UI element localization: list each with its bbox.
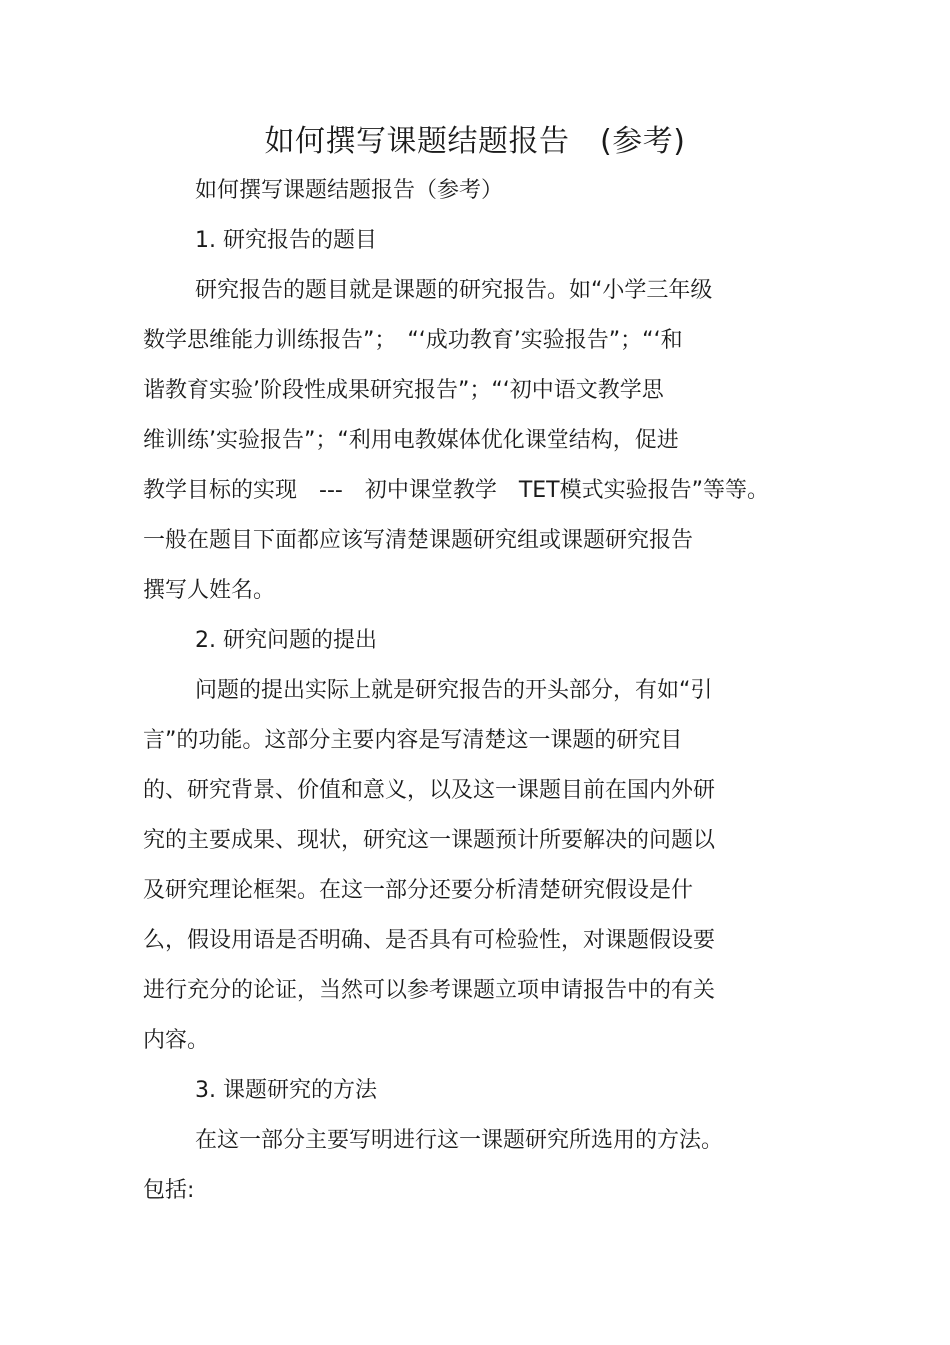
paragraph-line: 研究报告的题目就是课题的研究报告。如“小学三年级 (195, 278, 713, 303)
paragraph-line: 维训练’实验报告”；“利用电教媒体优化课堂结构，促进 (143, 428, 679, 453)
paragraph-line: 么，假设用语是否明确、是否具有可检验性，对课题假设要 (143, 928, 716, 953)
document-title: 如何撰写课题结题报告 (参考) (264, 124, 686, 159)
paragraph-line: 包括: (143, 1178, 195, 1203)
paragraph-line: 进行充分的论证，当然可以参考课题立项申请报告中的有关 (143, 978, 716, 1003)
paragraph-line: 一般在题目下面都应该写清楚课题研究组或课题研究报告 (143, 528, 694, 553)
paragraph-line: 问题的提出实际上就是研究报告的开头部分，有如“引 (195, 678, 713, 703)
paragraph-line: 数学思维能力训练报告”； “‘成功教育’实验报告”；“‘和 (143, 328, 683, 353)
section-heading-3: 3. 课题研究的方法 (195, 1078, 377, 1103)
paragraph-line: 的、研究背景、价值和意义，以及这一课题目前在国内外研 (143, 778, 716, 803)
paragraph-line: 究的主要成果、现状，研究这一课题预计所要解决的问题以 (143, 828, 716, 853)
paragraph-line: 内容。 (143, 1028, 210, 1053)
section-heading-2: 2. 研究问题的提出 (195, 628, 377, 653)
paragraph-line: 及研究理论框架。在这一部分还要分析清楚研究假设是什 (143, 878, 694, 903)
paragraph-line: 撰写人姓名。 (143, 578, 276, 603)
paragraph-line: 谐教育实验’阶段性成果研究报告”；“‘初中语文教学思 (143, 378, 664, 403)
paragraph-line: 言”的功能。这部分主要内容是写清楚这一课题的研究目 (143, 728, 683, 753)
paragraph-line: 教学目标的实现 --- 初中课堂教学 TET模式实验报告”等等。 (143, 478, 769, 503)
section-heading-1: 1. 研究报告的题目 (195, 228, 377, 253)
subtitle-line: 如何撰写课题结题报告（参考） (195, 178, 504, 203)
paragraph-line: 在这一部分主要写明进行这一课题研究所选用的方法。 (195, 1128, 724, 1153)
